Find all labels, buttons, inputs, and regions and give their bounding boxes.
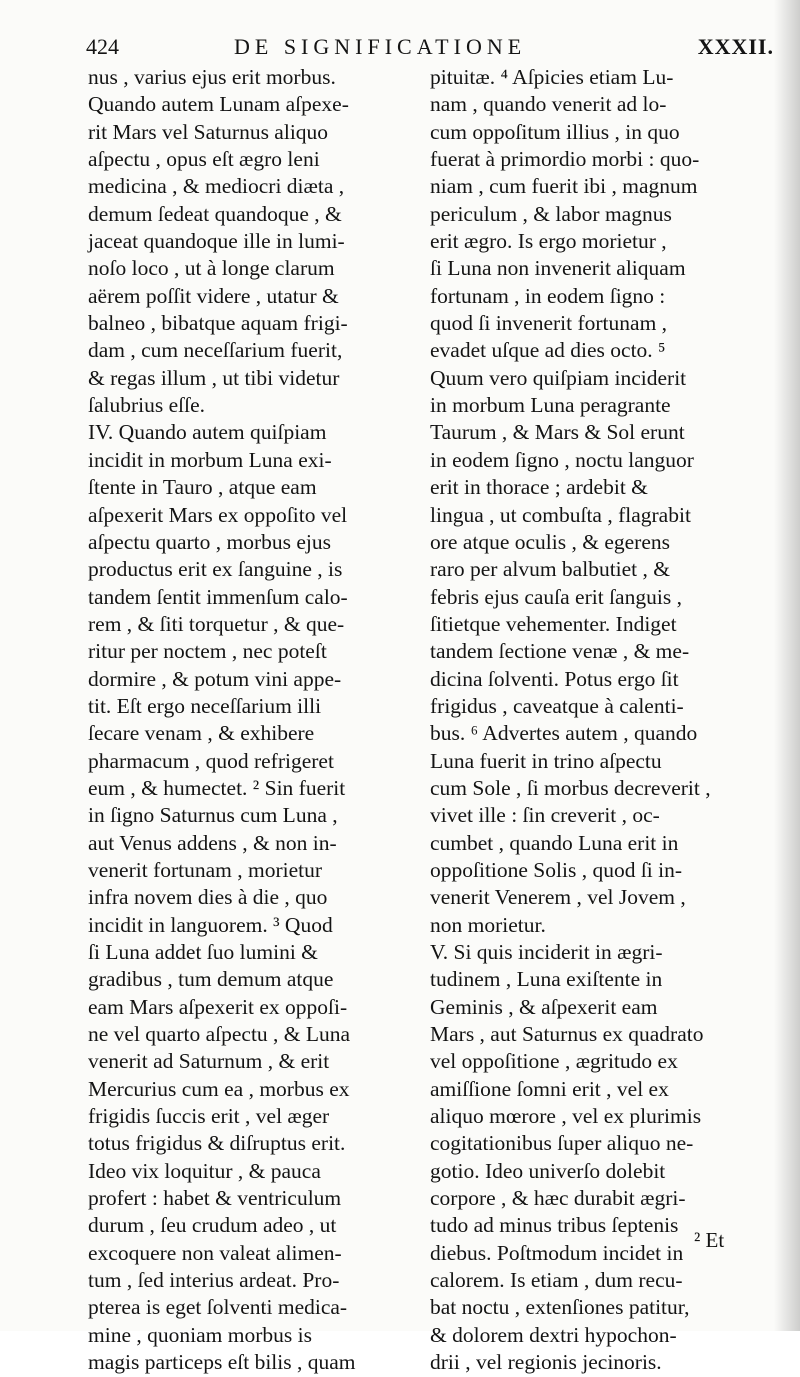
text-line: lingua , ut combuſta , flagrabit: [430, 502, 691, 527]
text-line: tudinem , Luna exiſtente in: [430, 967, 663, 992]
text-line: tum , ſed interius ardeat. Pro-: [88, 1268, 340, 1293]
text-line: fortunam , in eodem ſigno :: [430, 283, 666, 308]
text-line: pituitæ. ⁴ Aſpicies etiam Lu-: [430, 65, 674, 89]
text-line: tit. Eſt ergo neceſſarium illi: [88, 693, 322, 718]
text-line: raro per alvum balbutiet , &: [430, 557, 671, 582]
text-line: gotio. Ideo univerſo dolebit: [430, 1158, 666, 1183]
text-line: & dolorem dextri hypochon-: [430, 1322, 677, 1347]
text-line: Taurum , & Mars & Sol erunt: [430, 420, 685, 445]
text-line: aſpectu , opus eſt ægro leni: [88, 147, 320, 172]
text-line: profert : habet & ventriculum: [88, 1186, 342, 1211]
text-line: periculum , & labor magnus: [430, 201, 672, 226]
text-line: ſalubrius eſſe.: [88, 393, 206, 418]
text-line: incidit in morbum Luna exi-: [88, 447, 332, 472]
text-line: cum oppoſitum illius , in quo: [430, 119, 680, 144]
text-line: corpore , & hæc durabit ægri-: [430, 1186, 686, 1211]
text-line: nam , quando venerit ad lo-: [430, 92, 667, 117]
text-line: ſecare venam , & exhibere: [88, 721, 315, 746]
text-line: fuerat à primordio morbi : quo-: [430, 147, 700, 172]
text-line: tudo ad minus tribus ſeptenis: [430, 1213, 679, 1238]
text-line: venerit Venerem , vel Jovem ,: [430, 885, 686, 910]
text-line: IV. Quando autem quiſpiam: [88, 420, 327, 445]
text-line: eum , & humectet. ² Sin fuerit: [88, 775, 346, 800]
text-line: rit Mars vel Saturnus aliquo: [88, 119, 329, 144]
text-line: dormire , & potum vini appe-: [88, 666, 342, 691]
text-line: Mars , aut Saturnus ex quadrato: [430, 1022, 704, 1047]
text-line: Luna fuerit in trino aſpectu: [430, 748, 662, 773]
text-line: medicina , & mediocri diæta ,: [88, 174, 345, 199]
text-line: cogitationibus ſuper aliquo ne-: [430, 1131, 694, 1156]
text-line: aut Venus addens , & non in-: [88, 830, 337, 855]
text-line: aliquo mœrore , vel ex plurimis: [430, 1104, 702, 1129]
text-line: bus. ⁶ Advertes autem , quando: [430, 721, 698, 746]
text-line: eam Mars aſpexerit ex oppoſi-: [88, 994, 348, 1019]
text-line: dicina ſolventi. Potus ergo ſit: [430, 666, 679, 691]
text-line: aërem poſſit videre , utatur &: [88, 283, 339, 308]
text-line: ore atque oculis , & egerens: [430, 529, 670, 554]
text-line: Quum vero quiſpiam inciderit: [430, 365, 687, 390]
text-line: vel oppoſitione , ægritudo ex: [430, 1049, 678, 1074]
text-line: Mercurius cum ea , morbus ex: [88, 1076, 350, 1101]
text-line: pharmacum , quod refrigeret: [88, 748, 334, 773]
text-line: V. Si quis inciderit in ægri-: [430, 940, 663, 964]
text-line: ſi Luna non invenerit aliquam: [430, 256, 686, 281]
text-column-left: [88, 64, 406, 1377]
text-line: non morietur.: [430, 912, 546, 937]
text-line: & regas illum , ut tibi videtur: [88, 365, 340, 390]
text-line: ritur per noctem , nec poteſt: [88, 639, 327, 664]
text-line: cum Sole , ſi morbus decreverit ,: [430, 775, 711, 800]
text-line: mine , quoniam morbus is: [88, 1322, 312, 1347]
text-line: in eodem ſigno , noctu languor: [430, 447, 694, 472]
text-line: quod ſi invenerit fortunam ,: [430, 311, 668, 336]
text-line: vivet ille : ſin creverit , oc-: [430, 803, 660, 828]
text-line: demum ſedeat quandoque , &: [88, 201, 342, 226]
text-line: cumbet , quando Luna erit in: [430, 830, 679, 855]
text-line: frigidus , caveatque à calenti-: [430, 693, 684, 718]
text-line: balneo , bibatque aquam frigi-: [88, 311, 348, 336]
text-line: evadet uſque ad dies octo. ⁵: [430, 338, 666, 363]
catchword: ² Et: [694, 1228, 725, 1252]
text-line: oppoſitione Solis , quod ſi in-: [430, 857, 683, 882]
text-line: rem , & ſiti torquetur , & que-: [88, 611, 345, 636]
text-line: pterea is eget ſolventi medica-: [88, 1295, 348, 1320]
text-line: ne vel quarto aſpectu , & Luna: [88, 1022, 351, 1047]
text-line: tandem ſentit immenſum calo-: [88, 584, 348, 609]
text-line: incidit in languorem. ³ Quod: [88, 912, 333, 937]
text-line: infra novem dies à die , quo: [88, 885, 328, 910]
text-line: gradibus , tum demum atque: [88, 967, 334, 992]
text-line: aſpexerit Mars ex oppoſito vel: [88, 502, 348, 527]
running-header: [86, 30, 786, 64]
text-line: productus erit ex ſanguine , is: [88, 557, 343, 582]
section-number: XXXII.: [697, 34, 774, 59]
text-line: niam , cum fuerit ibi , magnum: [430, 174, 698, 199]
text-line: excoquere non valeat alimen-: [88, 1240, 342, 1265]
text-line: dam , cum neceſſarium fuerit,: [88, 338, 343, 363]
text-line: erit ægro. Is ergo morietur ,: [430, 229, 667, 254]
text-line: febris ejus cauſa erit ſanguis ,: [430, 584, 682, 609]
text-line: in morbum Luna peragrante: [430, 393, 671, 418]
text-line: durum , ſeu crudum adeo , ut: [88, 1213, 337, 1238]
page-number: 424: [86, 34, 119, 59]
text-line: aſpectu quarto , morbus ejus: [88, 529, 332, 554]
page-gutter-shadow: [774, 0, 800, 1331]
text-line: in ſigno Saturnus cum Luna ,: [88, 803, 338, 828]
text-line: amiſſione ſomni erit , vel ex: [430, 1076, 669, 1101]
text-line: Ideo vix loquitur , & pauca: [88, 1158, 321, 1183]
text-line: ſitietque vehementer. Indiget: [430, 611, 677, 636]
text-line: Geminis , & aſpexerit eam: [430, 994, 658, 1019]
text-line: frigidis ſuccis erit , vel æger: [88, 1104, 330, 1129]
text-line: noſo loco , ut à longe clarum: [88, 256, 335, 281]
text-line: diebus. Poſtmodum incidet in: [430, 1240, 684, 1265]
running-title: DE SIGNIFICATIONE: [234, 34, 527, 59]
text-line: erit in thorace ; ardebit &: [430, 475, 648, 500]
text-column-right: [430, 64, 770, 1377]
text-line: Quando autem Lunam aſpexe-: [88, 92, 349, 117]
text-line: tandem ſectione venæ , & me-: [430, 639, 690, 664]
text-line: ſtente in Tauro , atque eam: [88, 475, 317, 500]
text-line: jaceat quandoque ille in lumi-: [88, 229, 345, 254]
text-line: bat noctu , extenſiones patitur,: [430, 1295, 690, 1320]
text-line: magis particeps eſt bilis , quam: [88, 1350, 356, 1375]
text-line: venerit fortunam , morietur: [88, 857, 323, 882]
text-line: drii , vel regionis jecinoris.: [430, 1350, 662, 1375]
text-line: ſi Luna addet ſuo lumini &: [88, 940, 318, 964]
text-line: totus frigidus & diſruptus erit.: [88, 1131, 346, 1156]
text-line: nus , varius ejus erit morbus.: [88, 65, 336, 89]
text-line: calorem. Is etiam , dum recu-: [430, 1268, 683, 1293]
text-line: venerit ad Saturnum , & erit: [88, 1049, 330, 1074]
